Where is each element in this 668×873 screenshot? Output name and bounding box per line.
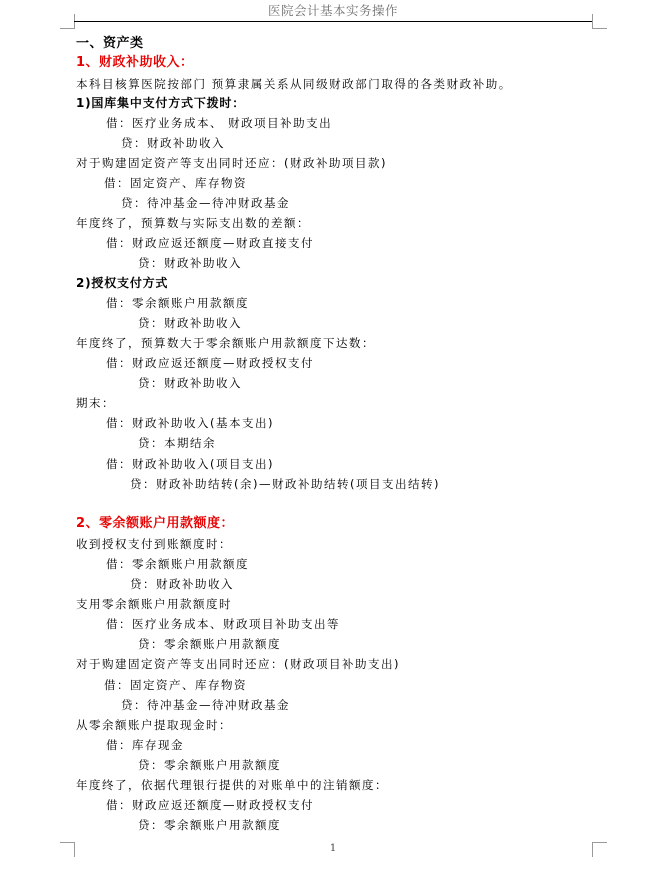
entry-credit: 贷：零余额账户用款额度	[138, 758, 281, 772]
body-line: 年度终了，依据代理银行提供的对账单中的注销额度：	[76, 778, 388, 792]
entry-credit: 贷：财政补助收入	[121, 136, 225, 150]
entry-debit: 借：财政应返还额度—财政直接支付	[106, 236, 314, 250]
entry-credit: 贷：待冲基金—待冲财政基金	[121, 698, 290, 712]
body-line: 支用零余额账户用款额度时	[76, 597, 232, 611]
body-line: 从零余额账户提取现金时：	[76, 718, 232, 732]
entry-debit: 借：财政补助收入(项目支出)	[106, 457, 274, 471]
entry-debit: 借：财政应返还额度—财政授权支付	[106, 798, 314, 812]
page-header-title: 医院会计基本实务操作	[267, 3, 398, 18]
section-title-zero-balance-account: 2、零余额账户用款额度：	[76, 516, 235, 531]
body-line: 本科目核算医院按部门 预算隶属关系从同级财政部门取得的各类财政补助。	[76, 77, 512, 91]
entry-credit: 贷：零余额账户用款额度	[138, 818, 281, 832]
entry-debit: 借：财政补助收入(基本支出)	[106, 416, 274, 430]
page-corner-mark-top-right	[592, 14, 607, 29]
entry-debit: 借：财政应返还额度—财政授权支付	[106, 356, 314, 370]
section-title-fiscal-subsidy-income: 1、财政补助收入：	[76, 55, 194, 70]
entry-debit: 借：医疗业务成本、财政项目补助支出等	[106, 617, 340, 631]
entry-debit: 借：固定资产、库存物资	[104, 176, 247, 190]
body-line: 期末：	[76, 396, 115, 410]
entry-credit: 贷：财政补助结转(余)—财政补助结转(项目支出结转)	[130, 477, 440, 491]
body-line: 收到授权支付到账额度时：	[76, 537, 232, 551]
subheading-authorized-payment: 2)授权支付方式	[76, 276, 169, 290]
body-line: 对于购建固定资产等支出同时还应：(财政项目补助支出)	[76, 657, 400, 671]
subheading-treasury-payment: 1)国库集中支付方式下拨时：	[76, 96, 246, 110]
section-heading-assets: 一、资产类	[76, 36, 144, 51]
page-number: 1	[329, 843, 337, 854]
entry-debit: 借：零余额账户用款额度	[106, 557, 249, 571]
entry-credit: 贷：财政补助收入	[138, 376, 242, 390]
entry-credit: 贷：财政补助收入	[130, 577, 234, 591]
entry-credit: 贷：零余额账户用款额度	[138, 637, 281, 651]
body-line: 年度终了，预算数大于零余额账户用款额度下达数：	[76, 336, 375, 350]
entry-credit: 贷：本期结余	[138, 436, 216, 450]
body-line: 对于购建固定资产等支出同时还应：(财政补助项目款)	[76, 156, 387, 170]
entry-credit: 贷：财政补助收入	[138, 256, 242, 270]
entry-credit: 贷：财政补助收入	[138, 316, 242, 330]
entry-debit: 借：固定资产、库存物资	[104, 678, 247, 692]
entry-debit: 借：零余额账户用款额度	[106, 296, 249, 310]
entry-debit: 借：医疗业务成本、 财政项目补助支出	[106, 116, 333, 130]
page-corner-mark-bottom-left	[60, 842, 75, 857]
page-corner-mark-bottom-right	[592, 842, 607, 857]
page-corner-mark-top-left	[60, 14, 75, 29]
entry-credit: 贷：待冲基金—待冲财政基金	[121, 196, 290, 210]
header-rule	[74, 21, 592, 22]
entry-debit: 借：库存现金	[106, 738, 184, 752]
body-line: 年度终了，预算数与实际支出数的差额：	[76, 216, 310, 230]
